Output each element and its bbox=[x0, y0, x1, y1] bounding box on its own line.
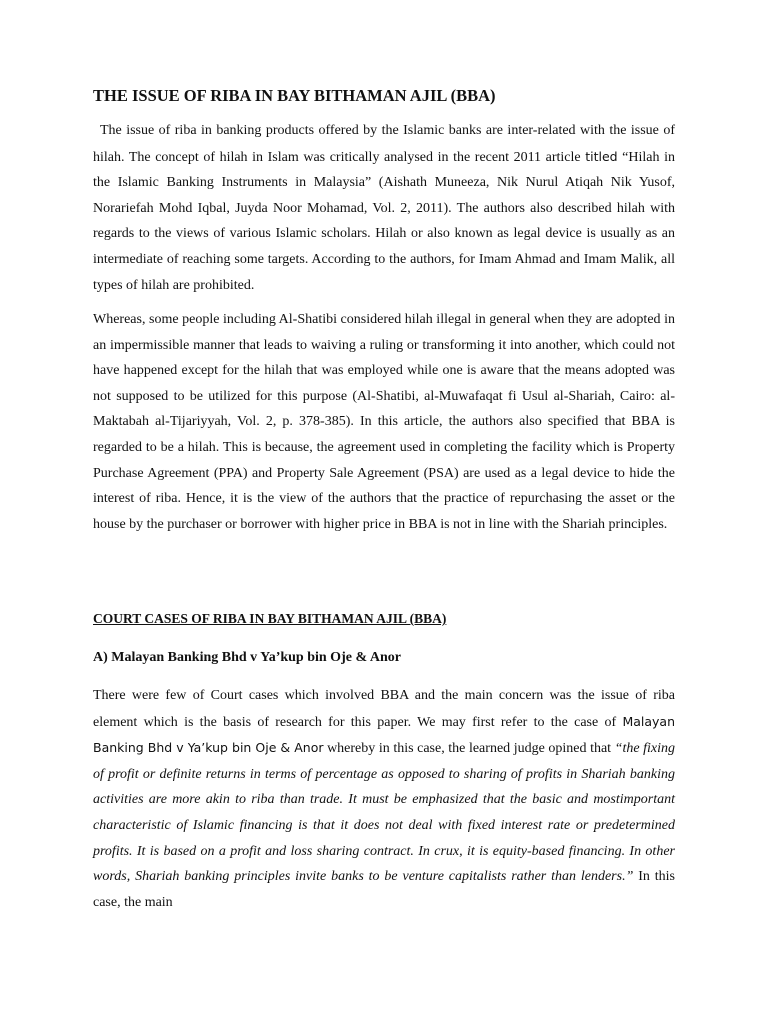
paragraph-1-text-b: “Hilah in the Islamic Banking Instruments in Malaysia” (Aishath Muneeza, Nik Nurul Atiqah Nik Yusof, Norariefah Mohd Iqbal, Juyda Noor Mohamad, Vol. 2, 2011). The authors also described hilah with regards to the views of various Islamic scholars. Hilah or also known as legal device is usually as an intermediate of reaching some targets. According to the authors, for Imam Ahmad and Imam Malik, all types of hilah are prohibited. bbox=[93, 149, 675, 293]
titled-word: titled bbox=[585, 148, 618, 164]
paragraph-2: Whereas, some people including Al-Shatibi considered hilah illegal in general when they are adopted in an impermissible manner that leads to waiving a ruling or transforming it into another, which could not have happened except for the hilah that was employed while one is aware that the means adopted was not supposed to be utilized for this purpose (Al-Shatibi, al-Muwafaqat fi Usul al-Shariah, Cairo: al-Maktabah al-Tijariyyah, Vol. 2, p. 378-385). In this article, the authors also specified that BBA is regarded to be a hilah. This is because, the agreement used in completing the facility which is Property Purchase Agreement (PPA) and Property Sale Agreement (PSA) are used as a legal device to hide the interest of riba. Hence, it is the view of the authors that the practice of repurchasing the asset or the house by the purchaser or borrower with higher price in BBA is not in line with the Shariah principles. bbox=[93, 312, 675, 532]
judge-quote: “the fixing of profit or definite returns in terms of percentage as opposed to sharing of profits in Shariah banking activities are more akin to riba than trade. It must be emphasized that the basic and mostimportant characteristic of Islamic financing is that it does not deal with fixed interest rate or predetermined profits. It is based on a profit and loss sharing contract. In crux, it is equity-based financing. In other words, Shariah banking principles invite banks to be venture capitalists rather than lenders.” bbox=[93, 741, 676, 885]
section-heading: COURT CASES OF RIBA IN BAY BITHAMAN AJIL (BBA) bbox=[93, 611, 447, 626]
paragraph-1 bbox=[93, 118, 675, 298]
paragraph-3-text-c: In this case, the main bbox=[93, 869, 676, 910]
page-title: THE ISSUE OF RIBA IN BAY BITHAMAN AJIL (BBA) bbox=[93, 86, 496, 105]
paragraph-3-text-b: whereby in this case, the learned judge opined that bbox=[323, 741, 615, 757]
paragraph-3 bbox=[93, 683, 675, 915]
case-name: Malayan Banking Bhd v Ya’kup bin Oje & Anor bbox=[93, 713, 675, 756]
paragraph-3-text-a: There were few of Court cases which involved BBA and the main concern was the issue of riba element which is the basis of research for this paper. We may first refer to the case of bbox=[93, 688, 675, 730]
case-subheading: A) Malayan Banking Bhd v Ya’kup bin Oje & Anor bbox=[93, 650, 401, 665]
paragraph-1-text-a: The issue of riba in banking products offered by the Islamic banks are inter-related with the issue of hilah. The concept of hilah in Islam was critically analysed in the recent 2011 article bbox=[93, 123, 675, 165]
